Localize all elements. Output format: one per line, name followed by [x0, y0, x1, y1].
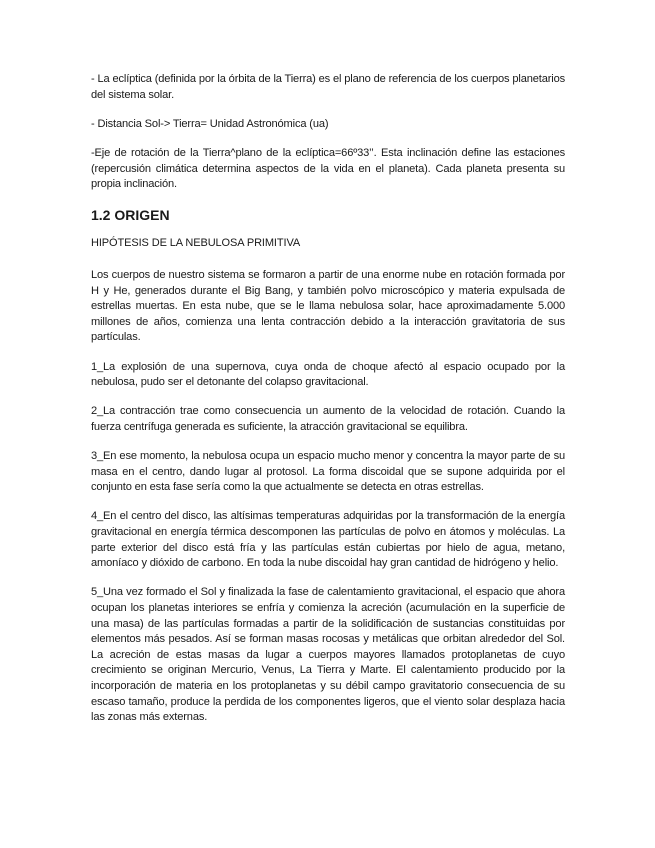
step-5-paragraph: 5_Una vez formado el Sol y finalizada la fase de calentamiento gravitacional, el espacio que ahora ocupan los planetas interiores se enfría y comienza la acreción (acumulación en la superficie de una masa) de las partículas formadas a partir de la solidificación de sustancias constituidas por elementos más pesados. Así se forman masas rocosas y metálicas que orbitan alrededor del Sol. La acreción de estas masas da lugar a cuerpos mayores llamados protoplanetas de cuyo crecimiento se originan Mercurio, Venus, La Tierra y Marte. El calentamiento producido por la incorporación de materia en los protoplanetas y su débil campo gravitatorio consecuencia de su escaso tamaño, produce la perdida de los componentes ligeros, que el viento solar desplaza hacia las zonas más externas. — [91, 586, 565, 724]
step-4-paragraph: 4_En el centro del disco, las altísimas temperaturas adquiridas por la transformación de la energía gravitacional en energía térmica descomponen las partículas de polvo en átomos y moléculas. La parte exterior del disco está fría y las partículas están cubiertas por hielo de agua, metano, amoníaco y dióxido de carbono. En toda la nube discoidal hay gran cantidad de hidrógeno y helio. — [91, 510, 565, 570]
axis-tilt-paragraph: -Eje de rotación de la Tierra^plano de la eclíptica=66º33’’. Esta inclinación define las estaciones (repercusión climática determina aspectos de la vida en el planeta). Cada planeta presenta su propia inclinación. — [91, 146, 565, 191]
section-subheading: HIPÓTESIS DE LA NEBULOSA PRIMITIVA — [91, 237, 301, 250]
ecliptic-paragraph: - La eclíptica (definida por la órbita de la Tierra) es el plano de referencia de los cuerpos planetarios del sistema solar. — [91, 73, 565, 101]
section-heading: 1.2 ORIGEN — [91, 207, 170, 224]
step-1-paragraph: 1_La explosión de una supernova, cuya onda de choque afectó al espacio ocupado por la nebulosa, pudo ser el detonante del colapso gravitacional. — [91, 360, 565, 389]
nebula-intro-paragraph: Los cuerpos de nuestro sistema se formaron a partir de una enorme nube en rotación formada por H y He, generados durante el Big Bang, y también polvo microscópico y materia expulsada de estrellas muertas. En esta nube, que se le llama nebulosa solar, hace aproximadamente 5.000 millones de años, comienza una lenta contracción debido a la interacción gravitatoria de sus partículas. — [91, 268, 565, 344]
document-page — [91, 72, 565, 739]
step-3-paragraph: 3_En ese momento, la nebulosa ocupa un espacio mucho menor y concentra la mayor parte de su masa en el centro, dando lugar al protosol. La forma discoidal que se supone adquirida por el conjunto en esta fase sería como la que actualmente se detecta en otras estrellas. — [91, 450, 565, 494]
astronomical-unit-paragraph: - Distancia Sol-> Tierra= Unidad Astronómica (ua) — [91, 117, 329, 130]
step-2-paragraph: 2_La contracción trae como consecuencia un aumento de la velocidad de rotación. Cuando la fuerza centrífuga generada es suficiente, la atracción gravitacional se equilibra. — [91, 405, 565, 433]
